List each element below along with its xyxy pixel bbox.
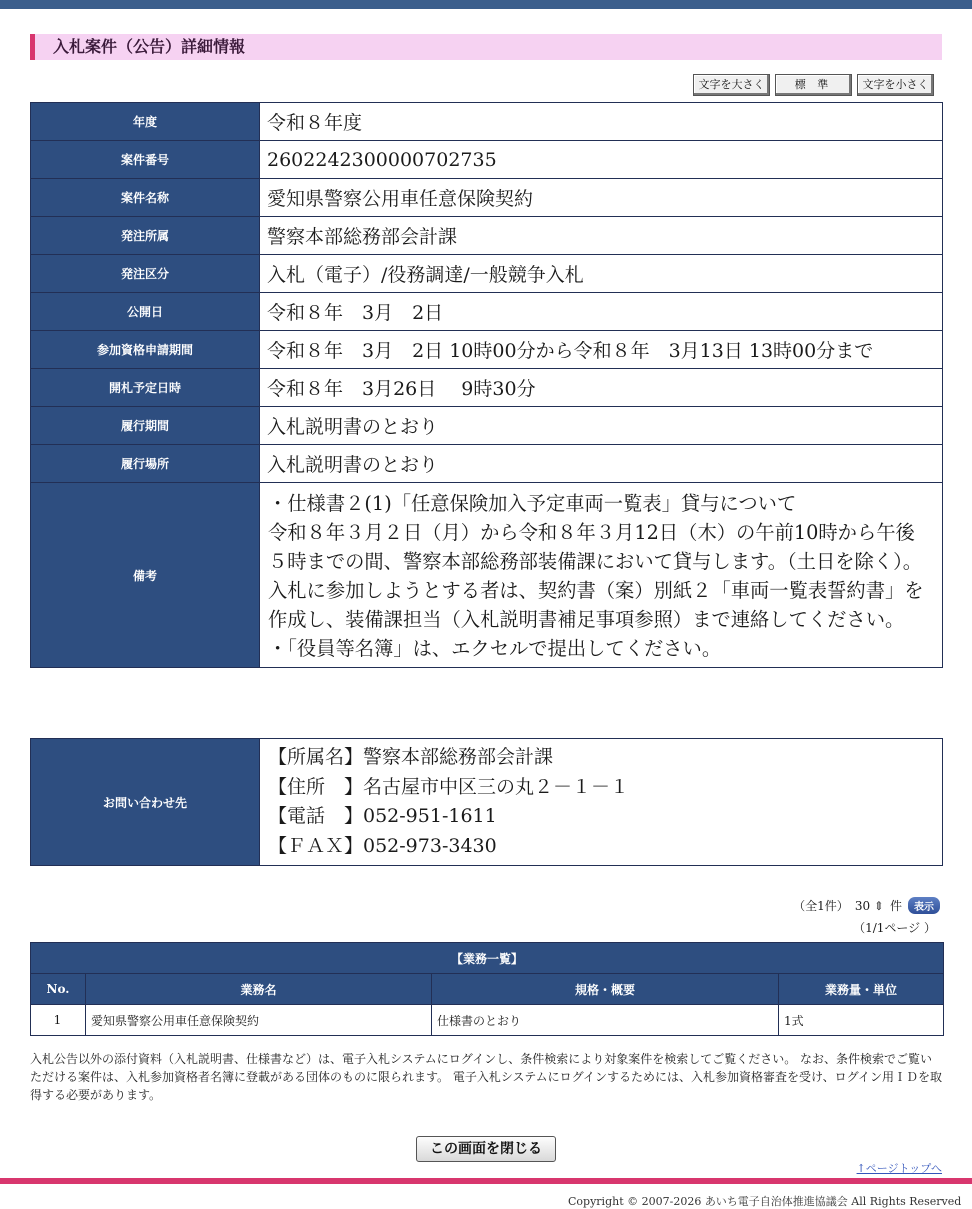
work-quantity: 1式 <box>779 1005 944 1036</box>
page-title: 入札案件（公告）詳細情報 <box>30 34 942 60</box>
bottom-bar <box>0 1178 972 1184</box>
copyright: Copyright © 2007-2026 あいち電子自治体推進協議会 All Rights Reserved <box>568 1195 962 1208</box>
field-label: 履行期間 <box>31 407 260 445</box>
field-label: 参加資格申請期間 <box>31 331 260 369</box>
contact-table <box>30 738 943 866</box>
column-header: 規格・概要 <box>432 974 779 1005</box>
field-label: 備考 <box>31 483 260 668</box>
total-count: （全1件） <box>793 899 849 913</box>
field-label: 発注所属 <box>31 217 260 255</box>
field-label: 履行場所 <box>31 445 260 483</box>
work-table-caption: 【業務一覧】 <box>31 943 944 974</box>
table-row <box>31 445 943 483</box>
field-label: 開札予定日時 <box>31 369 260 407</box>
page-info: （1/1ページ ） <box>853 921 936 935</box>
table-row <box>31 103 943 141</box>
application-period-value: 令和８年 3月 2日 10時00分から令和８年 3月13日 13時00分まで <box>260 331 943 369</box>
field-label: お問い合わせ先 <box>31 739 260 866</box>
table-row <box>31 483 943 668</box>
table-row <box>31 407 943 445</box>
row-number: 1 <box>31 1005 86 1036</box>
text-size-controls <box>693 74 934 96</box>
field-label: 公開日 <box>31 293 260 331</box>
work-table <box>30 942 944 1036</box>
notes-value <box>260 483 943 668</box>
page-top-link[interactable]: ↑ページトップへ <box>856 1162 942 1175</box>
table-row <box>31 217 943 255</box>
field-label: 発注区分 <box>31 255 260 293</box>
work-name: 愛知県警察公用車任意保険契約 <box>86 1005 432 1036</box>
case-name-value: 愛知県警察公用車任意保険契約 <box>260 179 943 217</box>
listing-controls <box>793 897 940 914</box>
updown-icon: ⇕ <box>873 898 884 913</box>
column-header: 業務名 <box>86 974 432 1005</box>
notes-line: 令和８年３月２日（月）から令和８年３月12日（木）の午前10時から午後５時までの間、警察本部総務部装備課において貸与します。（土日を除く）。入札に参加しようとする者は、契約書（案）別紙２「車両一覧表誓約書」を作成し、装備課担当（入札説明書補足事項参照）まで連絡してください。 <box>268 521 924 631</box>
opening-datetime-value: 令和８年 3月26日 9時30分 <box>260 369 943 407</box>
per-page-unit: 件 <box>889 899 902 913</box>
performance-period-value: 入札説明書のとおり <box>260 407 943 445</box>
table-row <box>31 141 943 179</box>
performance-location-value: 入札説明書のとおり <box>260 445 943 483</box>
top-bar <box>0 0 972 9</box>
order-category-value: 入札（電子）/役務調達/一般競争入札 <box>260 255 943 293</box>
notes-line: ・仕様書２(1)「任意保険加入予定車両一覧表」貸与について <box>268 492 797 515</box>
footnote: 入札公告以外の添付資料（入札説明書、仕様書など）は、電子入札システムにログインし、条件検索により対象案件を検索してご覧ください。 なお、条件検索でご覧いただける案件は、入札参加資格者名簿に登載がある団体のものに限られます。 電子入札システムにログインするためには、入札参加資格審査を受け、ログイン用ＩＤを取得する必要があります。 <box>30 1052 942 1102</box>
ordering-dept-value: 警察本部総務部会計課 <box>260 217 943 255</box>
field-label: 案件番号 <box>31 141 260 179</box>
case-number-value: 2602242300000702735 <box>260 141 943 179</box>
table-row <box>31 739 943 866</box>
contact-phone: 【電話 】052-951-1611 <box>268 805 497 827</box>
work-spec: 仕様書のとおり <box>432 1005 779 1036</box>
text-smaller-button[interactable]: 文字を小さく <box>857 74 934 96</box>
table-row <box>31 1005 944 1036</box>
table-row <box>31 331 943 369</box>
text-standard-button[interactable]: 標 準 <box>775 74 852 96</box>
table-row <box>31 369 943 407</box>
fiscal-year-value: 令和８年度 <box>260 103 943 141</box>
field-label: 案件名称 <box>31 179 260 217</box>
table-row <box>31 255 943 293</box>
publish-date-value: 令和８年 3月 2日 <box>260 293 943 331</box>
contact-value <box>260 739 943 866</box>
per-page-value: 30 <box>854 898 871 913</box>
field-label: 年度 <box>31 103 260 141</box>
per-page-select[interactable] <box>855 899 884 913</box>
contact-department: 【所属名】警察本部総務部会計課 <box>268 746 554 768</box>
contact-fax: 【ＦＡＸ】052-973-3430 <box>268 834 497 857</box>
close-window-button[interactable]: この画面を閉じる <box>416 1136 556 1162</box>
table-row <box>31 293 943 331</box>
contact-address: 【住所 】名古屋市中区三の丸２－１－１ <box>268 775 630 798</box>
show-button[interactable]: 表示 <box>908 897 940 914</box>
column-header: No. <box>31 974 86 1005</box>
text-larger-button[interactable]: 文字を大さく <box>693 74 770 96</box>
detail-table <box>30 102 943 668</box>
notes-line: ・「役員等名簿」は、エクセルで提出してください。 <box>268 637 722 660</box>
column-header: 業務量・単位 <box>779 974 944 1005</box>
table-row <box>31 179 943 217</box>
